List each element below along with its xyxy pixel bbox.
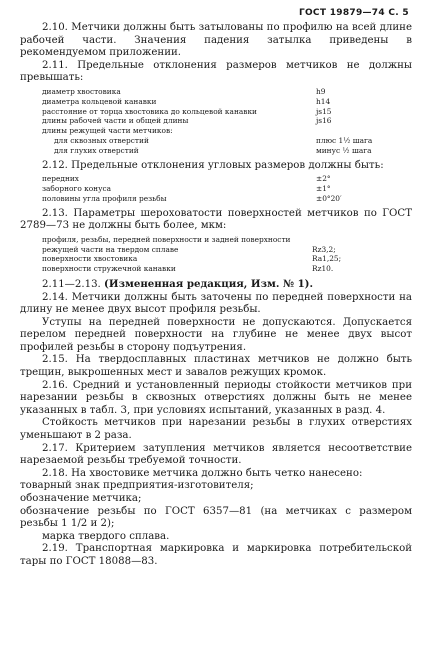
clause-2-19: 2.19. Транспортная маркировка и маркировка потребительской тары по ГОСТ 18088—83.	[20, 543, 412, 567]
angle-row: заборного конуса ±1°	[42, 183, 331, 193]
angle-row: половины угла профиля резьбы ±0°20′	[42, 193, 342, 203]
tolerance-row: диаметр хвостовика h9	[42, 86, 326, 96]
clause-2-16-detail: Стойкость метчиков при нарезании резьбы в глухих отверстиях уменьшают в 2 раза.	[20, 417, 412, 442]
page-header: ГОСТ 19879—74 С. 5	[298, 8, 409, 18]
tolerance-row: длины режущей части метчиков:	[42, 126, 173, 136]
clause-2-11: 2.11. Предельные отклонения размеров метчиков не должны превышать:	[20, 59, 412, 84]
clause-2-10: 2.10. Метчики должны быть затылованы по профилю на всей длине рабочей части. Значения падения затылка приведены в рекомендуемом приложении.	[20, 22, 412, 59]
tolerance-row: для сквозных отверстий плюс 1½ шага	[54, 135, 373, 145]
roughness-row: профиля, резьбы, передней поверхности и задней поверхности	[42, 234, 291, 244]
clause-2-18: 2.18. На хвостовике метчика должно быть четко нанесено:	[42, 467, 363, 479]
clause-2-13: 2.13. Параметры шероховатости поверхностей метчиков по ГОСТ 2789—73 не должны быть более, мкм:	[20, 207, 412, 232]
clause-2-15: 2.15. На твердосплавных пластинах метчиков не должно быть трещин, выкрошенных мест и завалов режущих кромок.	[20, 354, 412, 379]
tolerance-row: для глухих отверстий минус ½ шага	[54, 145, 372, 155]
marking-item: товарный знак предприятия-изготовителя;	[20, 480, 254, 492]
tolerance-row: диаметра кольцевой канавки h14	[42, 96, 331, 106]
clause-2-14-detail: Уступы на передней поверхности не допускаются. Допускается перелом передней поверхности на глубине не менее двух высот профилей резьбы в сторону подъутрения.	[20, 316, 412, 353]
document-body	[20, 22, 412, 569]
tolerance-row: длины рабочей части и общей длины js16	[42, 116, 332, 126]
roughness-row: поверхности хвостовика Ra1,25;	[42, 254, 342, 264]
marking-item: марка твердого сплава.	[42, 530, 170, 542]
roughness-row: режущей части на твердом сплаве Rz3,2;	[42, 244, 336, 254]
clause-2-16: 2.16. Средний и установленный периоды стойкости метчиков при нарезании резьбы в сквозных отверстиях должны быть не менее указанных в табл. 3, при условиях испытаний, указанных в разд. 4.	[20, 379, 412, 416]
clause-2-17: 2.17. Критерием затупления метчиков является несоответствие нарезаемой резьбы требуемой точности.	[20, 442, 412, 467]
angle-list	[42, 174, 342, 203]
angle-row: передних ±2°	[42, 174, 331, 184]
roughness-row: поверхности стружечной канавки Rz10.	[42, 264, 334, 274]
amendment-note: 2.11—2.13. (Измененная редакция, Изм. № 1).	[42, 277, 314, 290]
clause-2-12: 2.12. Предельные отклонения угловых размеров должны быть:	[42, 159, 384, 171]
tolerance-row: расстояние от торца хвостовика до кольцевой канавки js15	[42, 106, 332, 116]
clause-2-14: 2.14. Метчики должны быть заточены по передней поверхности на длину не менее двух высот профиля резьбы.	[20, 291, 412, 316]
marking-item: обозначение резьбы по ГОСТ 6357—81 (на метчиках с размером резьбы 1 1/2 и 2);	[20, 505, 412, 530]
marking-item: обозначение метчика;	[20, 493, 142, 504]
roughness-list	[42, 235, 342, 274]
tolerance-list	[42, 86, 373, 156]
